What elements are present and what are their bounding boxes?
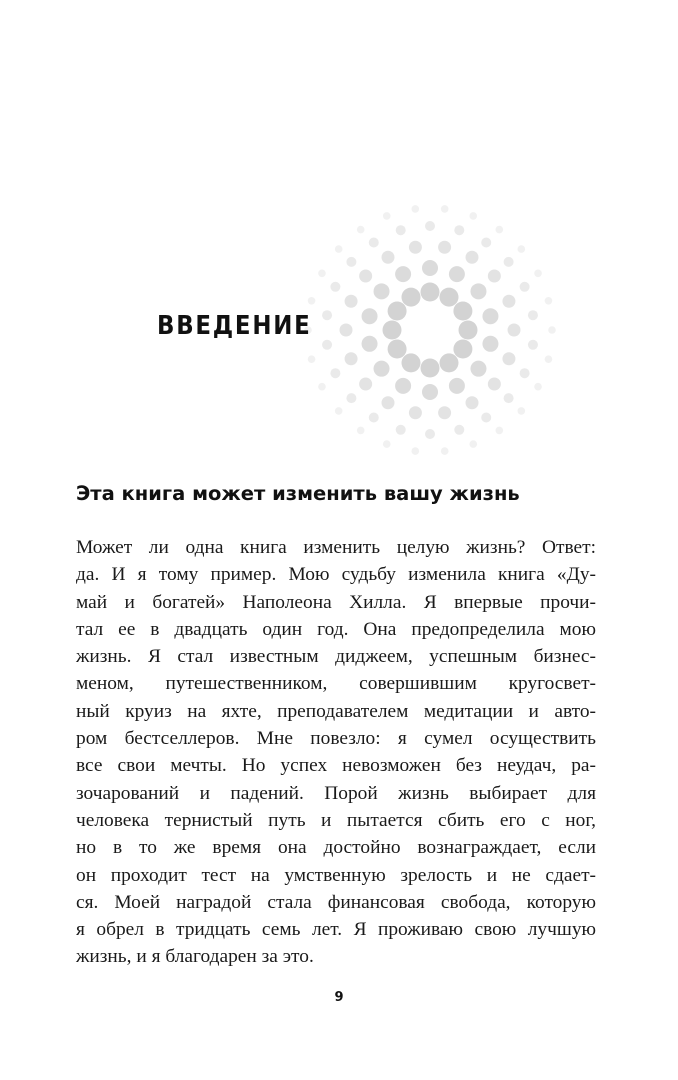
sunburst-dot [454, 225, 464, 235]
text-line: май и богатей» Наполеона Хилла. Я впервые прочи- [76, 591, 596, 613]
sunburst-dot [346, 393, 356, 403]
sunburst-dot [383, 321, 402, 340]
sunburst-dot [345, 295, 358, 308]
sunburst-dot [425, 429, 435, 439]
sunburst-dot [340, 324, 353, 337]
sunburst-dot [482, 336, 498, 352]
text-line: все свои мечты. Но успех невозможен без неудач, ра- [76, 755, 596, 777]
text-line: ром бестселлеров. Мне повезло: я сумел осуществить [76, 728, 596, 750]
sunburst-dot [345, 352, 358, 365]
sunburst-dot [308, 297, 316, 305]
sunburst-dot [466, 251, 479, 264]
sunburst-dot [330, 282, 340, 292]
sunburst-dot [508, 324, 521, 337]
sunburst-dot [470, 361, 486, 377]
sunburst-dot [395, 378, 411, 394]
sunburst-dot [335, 245, 343, 253]
sunburst-dot [422, 260, 438, 276]
sunburst-dot [362, 308, 378, 324]
sunburst-dot [396, 425, 406, 435]
sunburst-dot [362, 336, 378, 352]
sunburst-dot [482, 308, 498, 324]
sunburst-dot [335, 407, 343, 415]
sunburst-dot [488, 377, 501, 390]
sunburst-dot [534, 383, 542, 391]
sunburst-dot [357, 427, 365, 435]
sunburst-dot [502, 295, 515, 308]
text-line: Может ли одна книга изменить целую жизнь? Ответ: [76, 537, 596, 558]
sunburst-dot [409, 241, 422, 254]
sunburst-dot [518, 245, 526, 253]
sunburst-dot [322, 340, 332, 350]
sunburst-dot [440, 353, 459, 372]
text-line: человека тернистый путь и пытается сбить его с ног, [76, 809, 596, 831]
sunburst-dot [441, 205, 449, 213]
sunburst-dot [357, 226, 365, 234]
sunburst-dot [496, 226, 504, 234]
sunburst-dot [449, 378, 465, 394]
sunburst-dot [382, 396, 395, 409]
body-paragraph [76, 534, 596, 971]
sunburst-dot [466, 396, 479, 409]
sunburst-dot [346, 257, 356, 267]
text-line: жизнь. Я стал известным диджеем, успешным бизнес- [76, 646, 596, 668]
dotted-sunburst-icon [300, 200, 560, 460]
sunburst-dot [449, 266, 465, 282]
sunburst-dot [369, 412, 379, 422]
sunburst-dot [318, 270, 326, 278]
sunburst-dot [421, 359, 440, 378]
sunburst-dot [411, 205, 419, 213]
sunburst-dot [481, 412, 491, 422]
sunburst-dot [453, 340, 472, 359]
sunburst-dot [496, 427, 504, 435]
sunburst-dot [422, 384, 438, 400]
sunburst-dot [308, 355, 316, 363]
sunburst-dot [545, 297, 553, 305]
sunburst-dot [402, 288, 421, 307]
text-line: но в то же время она достойно вознаграждает, если [76, 837, 596, 859]
sunburst-dot [396, 225, 406, 235]
sunburst-dot [528, 310, 538, 320]
text-line: ся. Моей наградой стала финансовая свобода, которую [76, 891, 596, 913]
chapter-title: ВВЕДЕНИЕ [157, 311, 312, 341]
sunburst-dot [388, 340, 407, 359]
sunburst-dot [409, 406, 422, 419]
sunburst-dot [502, 352, 515, 365]
sunburst-dot [453, 302, 472, 321]
sunburst-dot [520, 282, 530, 292]
sunburst-dot [388, 302, 407, 321]
sunburst-dot [369, 238, 379, 248]
sunburst-dot [359, 377, 372, 390]
sunburst-dot [441, 447, 449, 455]
sunburst-dot [318, 383, 326, 391]
sunburst-dot [481, 238, 491, 248]
sunburst-dot [534, 270, 542, 278]
text-line: я обрел в тридцать семь лет. Я проживаю свою лучшую [76, 919, 596, 941]
sunburst-dot [459, 321, 478, 340]
sunburst-dot [438, 241, 451, 254]
sunburst-dot [438, 406, 451, 419]
section-heading: Эта книга может изменить вашу жизнь [76, 482, 520, 505]
text-line: зочарований и падений. Порой жизнь выбирает для [76, 782, 596, 804]
sunburst-dot [440, 288, 459, 307]
text-line: он проходит тест на умственную зрелость и не сдает- [76, 864, 596, 886]
sunburst-dot [504, 393, 514, 403]
sunburst-dot [520, 368, 530, 378]
sunburst-dot [421, 283, 440, 302]
sunburst-dot [548, 326, 556, 334]
sunburst-dot [382, 251, 395, 264]
sunburst-dot [470, 283, 486, 299]
text-line: да. И я тому пример. Мою судьбу изменила книга «Ду- [76, 564, 596, 586]
sunburst-dot [528, 340, 538, 350]
sunburst-dot [395, 266, 411, 282]
page-number: 9 [334, 990, 344, 1005]
sunburst-dot [374, 283, 390, 299]
text-line: тал ее в двадцать один год. Она предопределила мою [76, 618, 596, 640]
sunburst-dot [469, 440, 477, 448]
sunburst-dot [383, 212, 391, 220]
sunburst-dot [425, 221, 435, 231]
sunburst-dot [322, 310, 332, 320]
sunburst-dot [469, 212, 477, 220]
sunburst-dot [454, 425, 464, 435]
text-line: жизнь, и я благодарен за это. [76, 946, 314, 968]
sunburst-dot [359, 270, 372, 283]
text-line: ный круиз на яхте, преподавателем медитации и авто- [76, 700, 596, 722]
sunburst-dot [374, 361, 390, 377]
sunburst-dot [518, 407, 526, 415]
sunburst-dot [488, 270, 501, 283]
sunburst-dot [504, 257, 514, 267]
sunburst-dot [402, 353, 421, 372]
text-line: меном, путешественником, совершившим кругосвет- [76, 673, 596, 695]
sunburst-dot [411, 447, 419, 455]
sunburst-dot [330, 368, 340, 378]
sunburst-dot [383, 440, 391, 448]
sunburst-dot [545, 355, 553, 363]
